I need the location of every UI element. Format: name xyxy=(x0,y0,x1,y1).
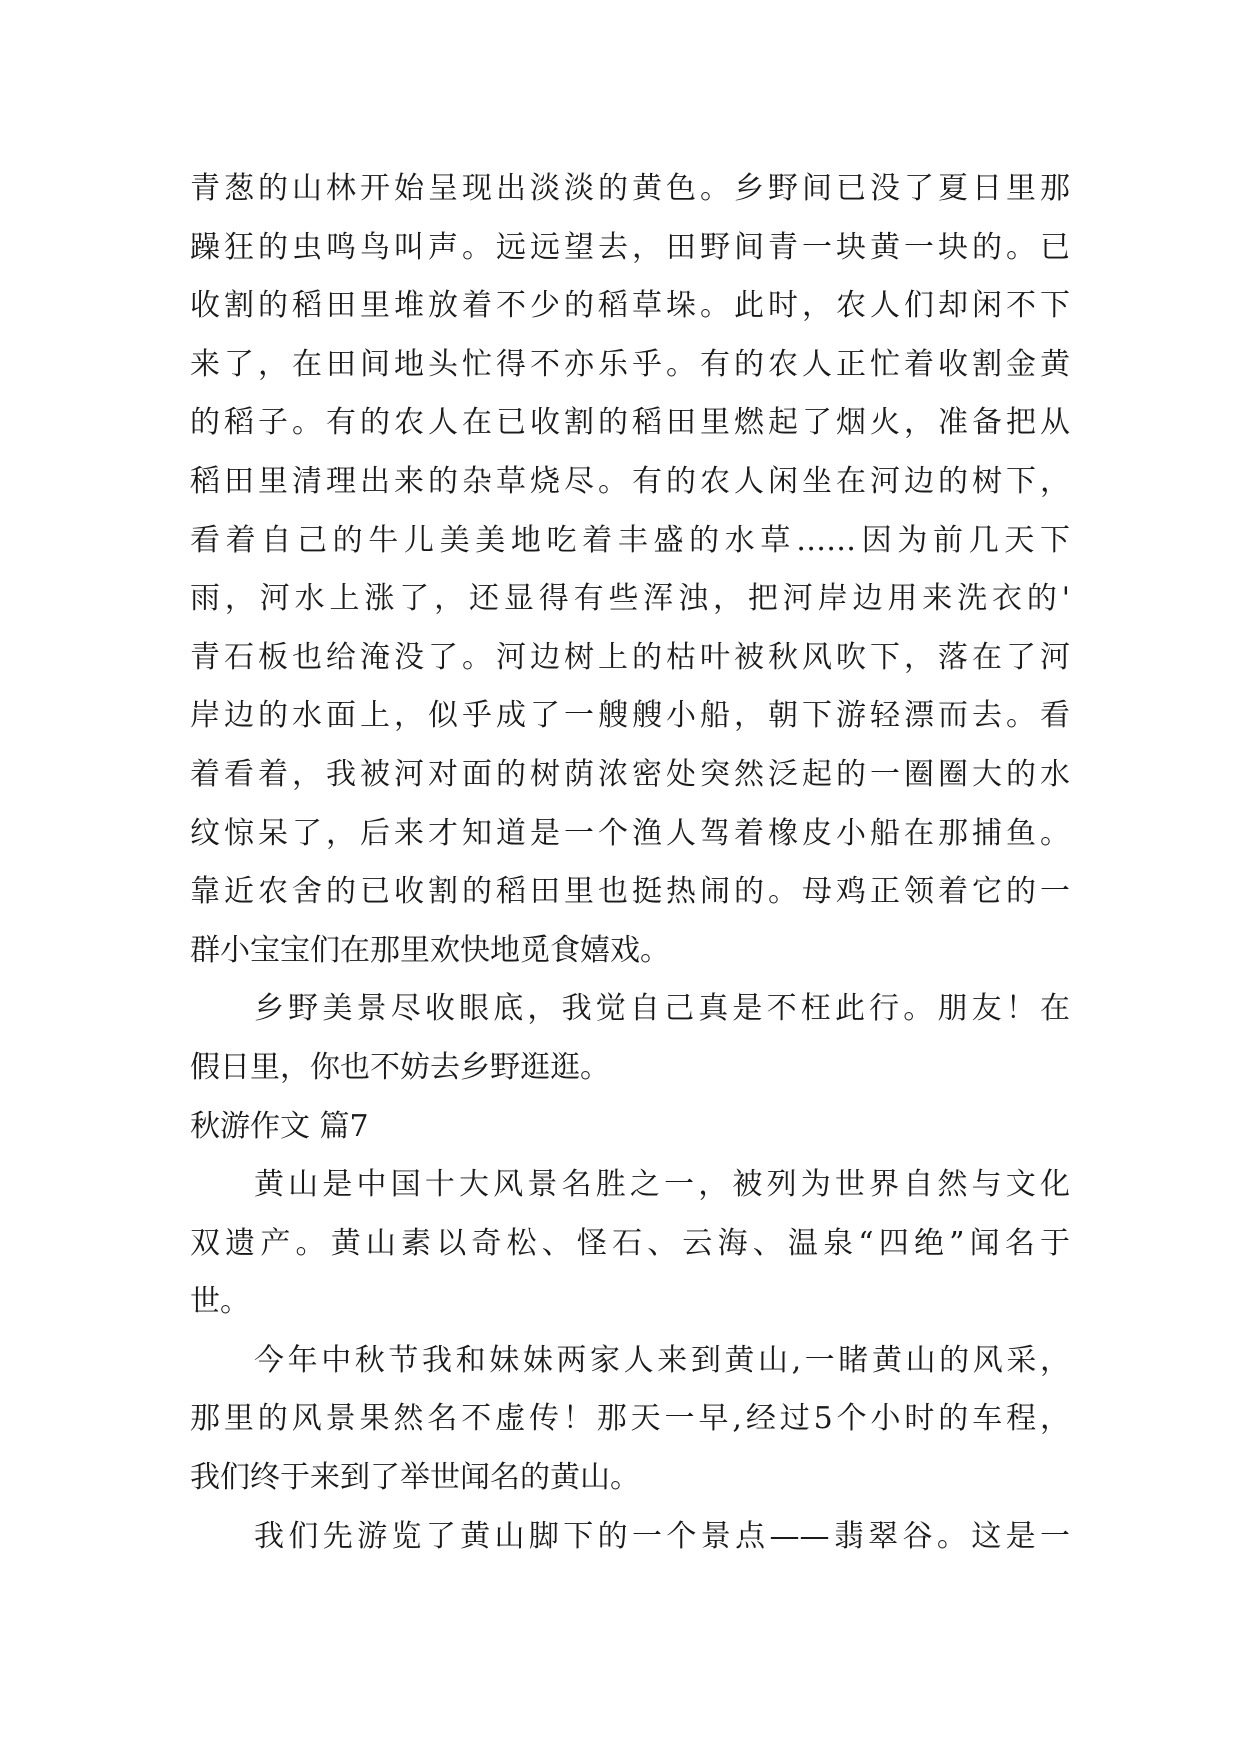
text-line: 我们终于来到了举世闻名的黄山。 xyxy=(190,1460,640,1496)
paragraph xyxy=(190,1508,1070,1567)
text-line: 假日里，你也不妨去乡野逛逛。 xyxy=(190,1049,610,1085)
text-line: 纹惊呆了，后来才知道是一个渔人驾着橡皮小船在那捕鱼。 xyxy=(190,815,1070,851)
text-line: 的稻子。有的农人在已收割的稻田里燃起了烟火，准备把从 xyxy=(190,405,1070,441)
text-line: 看着自己的牛儿美美地吃着丰盛的水草……因为前几天下 xyxy=(190,522,1070,558)
text-line: 躁狂的虫鸣鸟叫声。远远望去，田野间青一块黄一块的。已 xyxy=(190,229,1070,265)
text-line: 雨，河水上涨了，还显得有些浑浊，把河岸边用来洗衣的' xyxy=(190,581,1070,617)
paragraph xyxy=(190,1332,1070,1508)
text-line: 着看着，我被河对面的树荫浓密处突然泛起的一圈圈大的水 xyxy=(190,756,1070,792)
text-line: 今年中秋节我和妹妹两家人来到黄山,一睹黄山的风采， xyxy=(254,1342,1070,1378)
text-line: 双遗产。黄山素以奇松、怪石、云海、温泉“四绝”闻名于 xyxy=(190,1225,1070,1261)
text-line: 世。 xyxy=(190,1284,250,1320)
text-line: 岸边的水面上，似乎成了一艘艘小船，朝下游轻漂而去。看 xyxy=(190,698,1070,734)
text-line: 收割的稻田里堆放着不少的稻草垛。此时，农人们却闲不下 xyxy=(190,288,1070,324)
text-line: 我们先游览了黄山脚下的一个景点——翡翠谷。这是一 xyxy=(254,1518,1070,1554)
text-line: 黄山是中国十大风景名胜之一，被列为世界自然与文化 xyxy=(254,1167,1070,1203)
text-line: 乡野美景尽收眼底，我觉自己真是不枉此行。朋友！在 xyxy=(254,991,1070,1027)
document-page xyxy=(190,160,1070,1566)
paragraph xyxy=(190,160,1070,980)
paragraph xyxy=(190,1156,1070,1332)
text-line: 青葱的山林开始呈现出淡淡的黄色。乡野间已没了夏日里那 xyxy=(190,171,1070,206)
text-line: 那里的风景果然名不虚传！那天一早,经过5个小时的车程， xyxy=(190,1401,1070,1437)
section-heading: 秋游作文 篇7 xyxy=(190,1108,369,1144)
text-line: 稻田里清理出来的杂草烧尽。有的农人闲坐在河边的树下， xyxy=(190,463,1070,499)
paragraph xyxy=(190,980,1070,1097)
text-line: 群小宝宝们在那里欢快地觅食嬉戏。 xyxy=(190,932,670,968)
text-line: 青石板也给淹没了。河边树上的枯叶被秋风吹下，落在了河 xyxy=(190,639,1070,675)
text-line: 来了，在田间地头忙得不亦乐乎。有的农人正忙着收割金黄 xyxy=(190,346,1070,382)
text-line: 靠近农舍的已收割的稻田里也挺热闹的。母鸡正领着它的一 xyxy=(190,874,1070,910)
